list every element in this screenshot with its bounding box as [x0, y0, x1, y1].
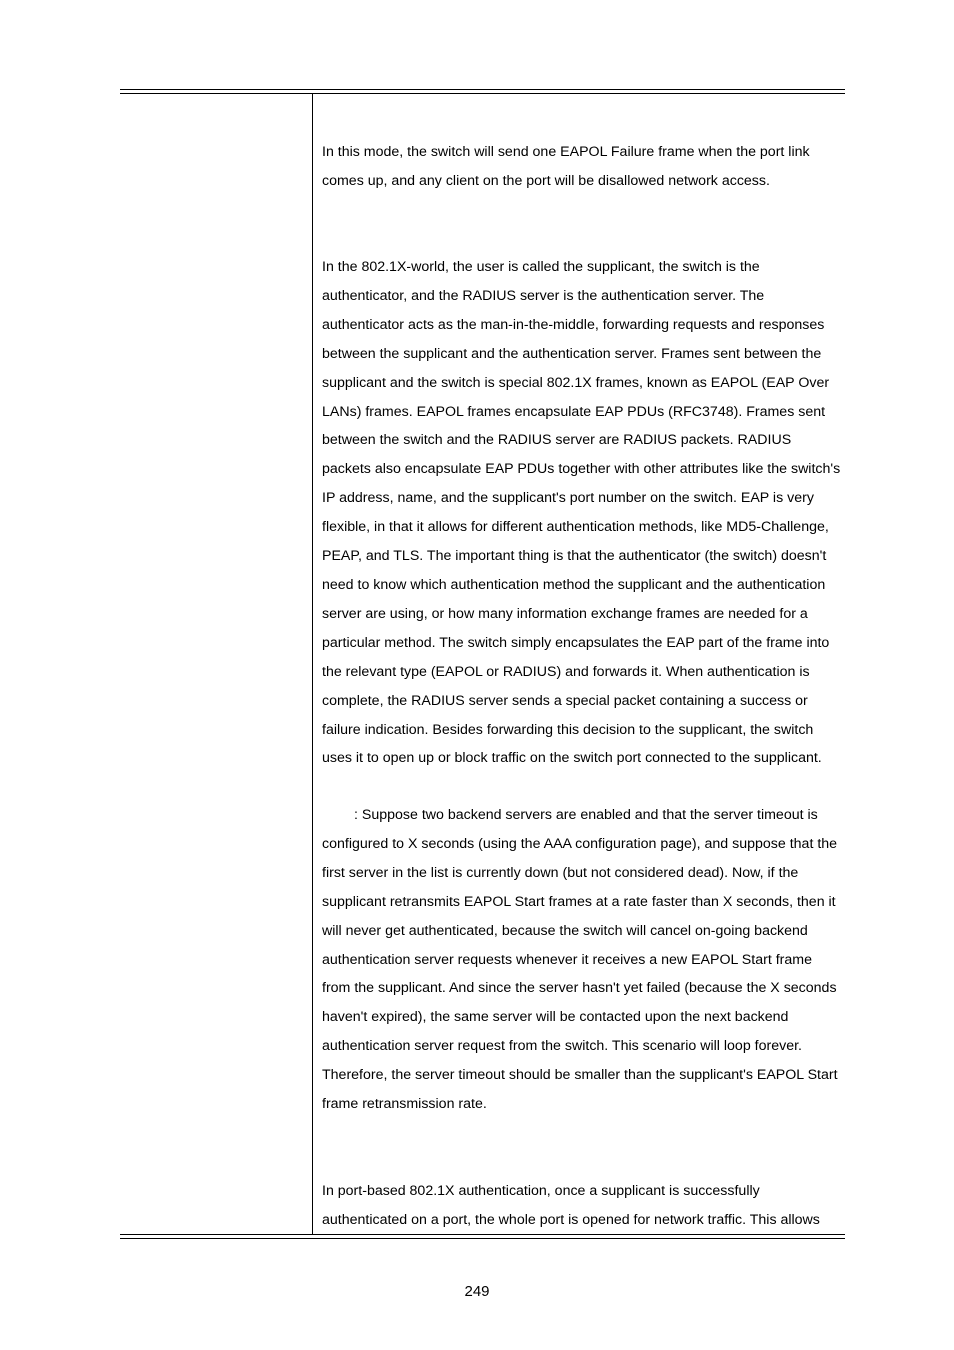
- paragraph-port-based-auth: In port-based 802.1X authentication, once a supplicant is successfully authenticated on a port, the whole port is opened for network traffic. This allows: [322, 1183, 820, 1228]
- page-number: 249: [464, 1283, 490, 1300]
- table-bottom-rule: [120, 1234, 845, 1239]
- table-top-rule: [120, 89, 845, 94]
- paragraph-timeout-note: : Suppose two backend servers are enabled and that the server timeout is configured to X seconds (using the AAA configuration page), and suppose that the first server in the list is currently down (but not considered dead). Now, if the supplicant retransmits EAPOL Start frames at a rate faster than X seconds, then it will never get authenticated, because the switch will cancel on-going backend authentication server requests whenever it receives a new EAPOL Start frame from the supplicant. And since the server hasn't yet failed (because the X seconds haven't expired), the same server will be contacted upon the next backend authentication server request from the switch. This scenario will loop forever. Therefore, the server timeout should be smaller than the supplicant's EAPOL Start frame retransmission rate.: [322, 807, 838, 1113]
- paragraph-force-unauthorized: In this mode, the switch will send one EAPOL Failure frame when the port link comes up, and any client on the port will be disallowed network access.: [322, 144, 810, 189]
- table-column-divider: [312, 94, 313, 1235]
- paragraph-802-1x-overview: In the 802.1X-world, the user is called the supplicant, the switch is the authenticator, and the RADIUS server is the authentication server. The authenticator acts as the man-in-the-middle, forwarding requests and responses between the supplicant and the authentication server. Frames sent between the supplicant and the switch is special 802.1X frames, known as EAPOL (EAP Over LANs) frames. EAPOL frames encapsulate EAP PDUs (RFC3748). Frames sent between the switch and the RADIUS server are RADIUS packets. RADIUS packets also encapsulate EAP PDUs together with other attributes like the switch's IP address, name, and the supplicant's port number on the switch. EAP is very flexible, in that it allows for different authentication methods, like MD5-Challenge, PEAP, and TLS. The important thing is that the authenticator (the switch) doesn't need to know which authentication method the supplicant and the authentication server are using, or how many information exchange frames are needed for a particular method. The switch simply encapsulates the EAP part of the frame into the relevant type (EAPOL or RADIUS) and forwards it. When authentication is complete, the RADIUS server sends a special packet containing a success or failure indication. Besides forwarding this decision to the supplicant, the switch uses it to open up or block traffic on the switch port connected to the supplicant.: [322, 259, 841, 767]
